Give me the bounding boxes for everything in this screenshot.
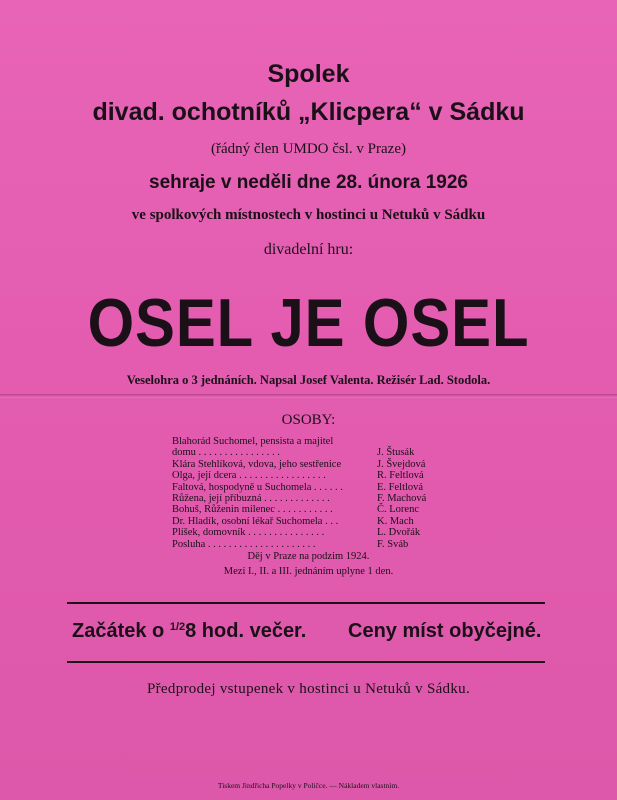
setting-note: Děj v Praze na podzim 1924. (247, 551, 370, 562)
cast-row (172, 447, 442, 458)
society-name: divad. ochotníků „Klicpera“ v Sádku (92, 98, 525, 126)
cast-actor: F. Machová (377, 492, 427, 504)
start-time: Začátek o $^{1/2}$8 hod. večer. (72, 620, 307, 642)
intermission-note: Mezi I., II. a III. jednáním uplyne 1 den. (223, 566, 394, 577)
cast-role: Blahorád Suchomel, pensista a majitel (172, 436, 334, 447)
play-intro: divadelní hru: (263, 241, 354, 258)
cast-row (172, 493, 442, 504)
cast-role: domu . . . . . . . . . . . . . . . . (172, 447, 280, 459)
cast-actor: L. Dvořák (377, 527, 421, 539)
cast-role: Faltová, hospodyně u Suchomela . . . . . . (172, 481, 343, 493)
cast-actor: J. Štusák (377, 447, 415, 459)
venue-text: ve spolkových místnostech v hostinci u Netuků v Sádku (131, 207, 486, 223)
membership-note: (řádný člen UMDO čsl. v Praze) (211, 141, 406, 157)
cast-row (172, 527, 442, 538)
cast-row (172, 436, 442, 447)
cast-role: Bohuš, Růženin milenec . . . . . . . . . . . (172, 504, 333, 516)
cast-role: Růžena, její příbuzná . . . . . . . . . . . . . (172, 492, 330, 504)
divider-top (67, 602, 545, 604)
play-title: OSEL JE OSEL (87, 285, 530, 361)
cast-row (172, 539, 442, 550)
cast-actor: F. Sváb (377, 538, 409, 550)
cast-actor: K. Mach (377, 515, 414, 527)
cast-row (172, 482, 442, 493)
cast-row (172, 459, 442, 470)
divider-bottom (67, 661, 545, 663)
cast-row (172, 516, 442, 527)
cast-role: Klára Stehlíková, vdova, jeho sestřenice (172, 458, 342, 470)
printer-imprint: Tiskem Jindřicha Popelky v Poličce. — Nákladem vlastním. (217, 781, 400, 790)
cast-actor: E. Feltlová (377, 481, 424, 493)
ticket-prices: Ceny míst obyčejné. (348, 620, 542, 642)
paper-fold (0, 394, 617, 398)
cast-list (172, 436, 442, 550)
society-label: Spolek (267, 60, 350, 88)
cast-role: Posluha . . . . . . . . . . . . . . . . . . . . . (172, 538, 316, 550)
cast-heading: OSOBY: (281, 412, 336, 428)
performance-date: sehraje v neděli dne 28. února 1926 (149, 172, 468, 193)
cast-actor: Č. Lorenc (377, 504, 419, 516)
cast-role: Plíšek, domovník . . . . . . . . . . . . . . . (172, 527, 325, 539)
cast-role: Dr. Hladík, osobní lékař Suchomela . . . (172, 515, 339, 527)
cast-actor: R. Feltlová (377, 470, 424, 482)
cast-actor: J. Švejdová (377, 458, 426, 470)
start-fraction: 1/2 (169, 621, 186, 633)
presale-note: Předprodej vstupenek v hostinci u Netuků v Sádku. (147, 681, 470, 697)
cast-row (172, 470, 442, 481)
cast-role: Olga, její dcera . . . . . . . . . . . . . . . . . (172, 470, 326, 482)
play-subtitle: Veselohra o 3 jednáních. Napsal Josef Valenta. Režisér Lad. Stodola. (126, 373, 491, 387)
cast-row (172, 504, 442, 515)
